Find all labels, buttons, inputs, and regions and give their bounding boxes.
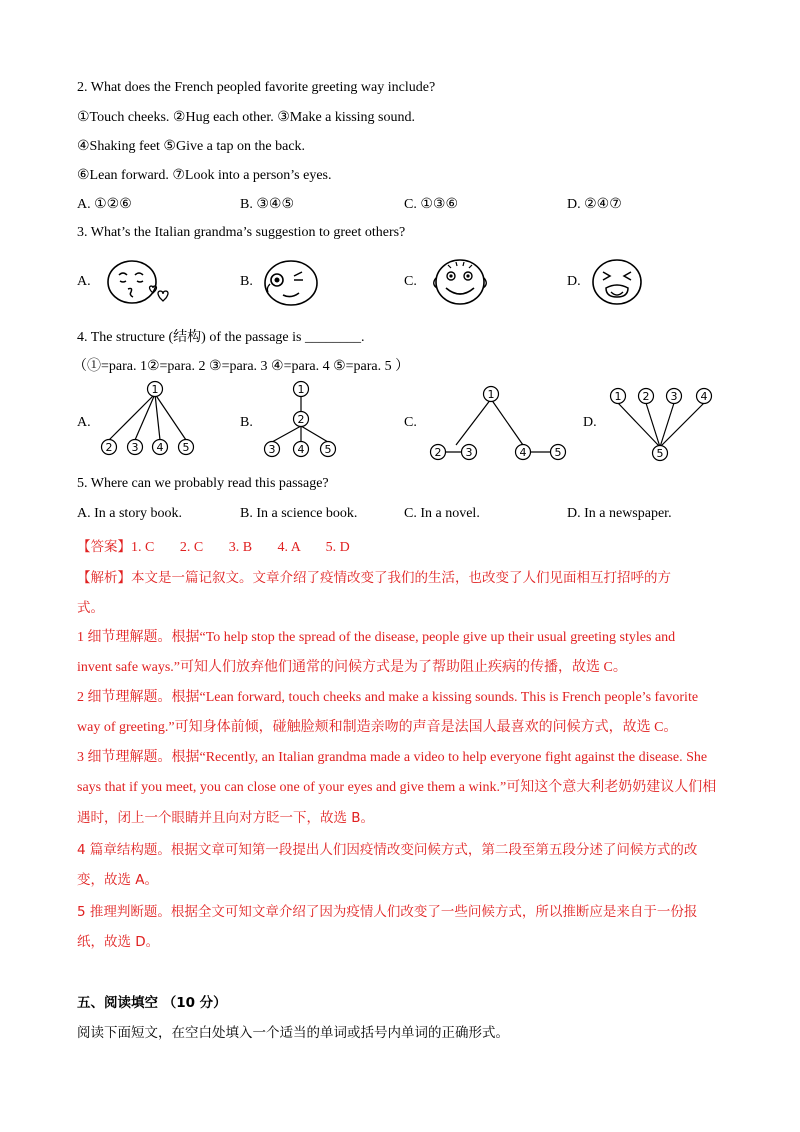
analysis-p4-b: 变，故选 A。 bbox=[77, 872, 159, 888]
svg-text:4: 4 bbox=[519, 446, 527, 459]
answer-item-5: 5. D bbox=[325, 540, 350, 555]
answer-item-1: 1. C bbox=[131, 540, 155, 555]
q3-question: 3. What’s the Italian grandma’s suggestion to greet others? bbox=[77, 225, 406, 240]
answer-row bbox=[77, 535, 350, 556]
svg-text:2: 2 bbox=[105, 441, 113, 454]
q4-legend: （①=para. 1②=para. 2 ③=para. 3 ④=para. 4 ⑤=para. 5 ） bbox=[73, 359, 410, 374]
svg-text:5: 5 bbox=[324, 443, 332, 456]
q3-label-b[interactable]: B. bbox=[240, 274, 253, 289]
q2-question: 2. What does the French peopled favorite greeting way include? bbox=[77, 80, 436, 95]
q2-option-d[interactable]: D. ②④⑦ bbox=[567, 197, 622, 212]
q5-question: 5. Where can we probably read this passage? bbox=[77, 476, 329, 491]
q2-option-c[interactable]: C. ①③⑥ bbox=[404, 197, 458, 212]
section-5-instruction: 阅读下面短文，在空白处填入一个适当的单词或括号内单词的正确形式。 bbox=[77, 1025, 509, 1041]
svg-text:3: 3 bbox=[131, 441, 139, 454]
q4-label-a[interactable]: A. bbox=[77, 415, 91, 430]
analysis-p5-b: 纸，故选 D。 bbox=[77, 934, 160, 950]
q2-option-b[interactable]: B. ③④⑤ bbox=[240, 197, 294, 212]
answer-label: 【答案】 bbox=[77, 539, 131, 555]
analysis-p2-a: 2 细节理解题。根据“Lean forward, touch cheeks and make a kissing sounds. This is French people’s favorite bbox=[77, 690, 699, 705]
analysis-p2-b: way of greeting.”可知身体前倾，碰触脸颊和制造亲吻的声音是法国人最喜欢的问候方式，故选 C。 bbox=[77, 720, 678, 735]
analysis-p1-b: invent safe ways.”可知人们放弃他们通常的问候方式是为了帮助阻止疾病的传播，故选 C。 bbox=[77, 660, 627, 675]
q2-option-a[interactable]: A. ①②⑥ bbox=[77, 197, 132, 212]
svg-text:1: 1 bbox=[297, 383, 305, 396]
svg-text:3: 3 bbox=[268, 443, 276, 456]
svg-text:2: 2 bbox=[297, 413, 305, 426]
tongue-face-icon[interactable] bbox=[589, 256, 645, 308]
q4-label-b[interactable]: B. bbox=[240, 415, 253, 430]
analysis-p3-b: says that if you meet, you can close one of your eyes and give them a wink.”可知这个意大利老奶奶建议人们相 bbox=[77, 780, 717, 795]
structure-diagram-a[interactable] bbox=[100, 380, 210, 462]
svg-text:5: 5 bbox=[182, 441, 190, 454]
svg-text:5: 5 bbox=[656, 447, 664, 460]
svg-text:4: 4 bbox=[297, 443, 305, 456]
analysis-line-2: 式。 bbox=[77, 600, 104, 616]
svg-text:5: 5 bbox=[554, 446, 562, 459]
svg-text:4: 4 bbox=[156, 441, 164, 454]
analysis-p3-c: 遇时，闭上一个眼睛并且向对方眨一下，故选 B。 bbox=[77, 810, 375, 826]
answer-item-4: 4. A bbox=[277, 540, 301, 555]
answer-item-2: 2. C bbox=[179, 540, 204, 555]
structure-diagram-d[interactable] bbox=[608, 387, 718, 463]
q2-choice-line-2: ④Shaking feet ⑤Give a tap on the back. bbox=[77, 139, 306, 154]
q3-label-d[interactable]: D. bbox=[567, 274, 581, 289]
svg-text:1: 1 bbox=[487, 388, 495, 401]
analysis-p4-a: 4 篇章结构题。根据文章可知第一段提出人们因疫情改变问候方式，第二段至第五段分述了问候方式的改 bbox=[77, 842, 698, 858]
q3-label-c[interactable]: C. bbox=[404, 274, 417, 289]
q5-option-b[interactable]: B. In a science book. bbox=[240, 506, 358, 521]
analysis-p1-a: 1 细节理解题。根据“To help stop the spread of the disease, people give up their usual greeting styles and bbox=[77, 630, 676, 645]
kissing-face-icon[interactable] bbox=[104, 258, 176, 308]
q4-question: 4. The structure (结构) of the passage is ________. bbox=[77, 330, 365, 345]
svg-text:2: 2 bbox=[434, 446, 442, 459]
q4-label-d[interactable]: D. bbox=[583, 415, 597, 430]
q5-option-a[interactable]: A. In a story book. bbox=[77, 506, 182, 521]
analysis-line-1: 【解析】本文是一篇记叙文。文章介绍了疫情改变了我们的生活，也改变了人们见面相互打招呼的方 bbox=[77, 570, 671, 586]
svg-text:3: 3 bbox=[670, 390, 678, 403]
analysis-p5-a: 5 推理判断题。根据全文可知文章介绍了因为疫情人们改变了一些问候方式，所以推断应是来自于一份报 bbox=[77, 904, 698, 920]
smiling-face-icon[interactable] bbox=[428, 256, 492, 308]
section-5-heading: 五、阅读填空 （10 分） bbox=[77, 995, 227, 1011]
svg-text:2: 2 bbox=[642, 390, 650, 403]
q5-option-d[interactable]: D. In a newspaper. bbox=[567, 506, 672, 521]
svg-text:1: 1 bbox=[614, 390, 622, 403]
answer-item-3: 3. B bbox=[228, 540, 253, 555]
structure-diagram-b[interactable] bbox=[262, 380, 342, 462]
q5-option-c[interactable]: C. In a novel. bbox=[404, 506, 480, 521]
winking-face-icon[interactable] bbox=[261, 258, 321, 308]
svg-text:3: 3 bbox=[465, 446, 473, 459]
q2-choice-line-3: ⑥Lean forward. ⑦Look into a person’s eyes. bbox=[77, 168, 332, 183]
q3-label-a[interactable]: A. bbox=[77, 274, 91, 289]
svg-text:4: 4 bbox=[700, 390, 708, 403]
structure-diagram-c[interactable] bbox=[426, 385, 571, 463]
analysis-p3-a: 3 细节理解题。根据“Recently, an Italian grandma made a video to help everyone fight against the disease. She bbox=[77, 750, 708, 765]
q4-label-c[interactable]: C. bbox=[404, 415, 417, 430]
svg-text:1: 1 bbox=[151, 383, 159, 396]
q2-choice-line-1: ①Touch cheeks. ②Hug each other. ③Make a kissing sound. bbox=[77, 110, 415, 125]
